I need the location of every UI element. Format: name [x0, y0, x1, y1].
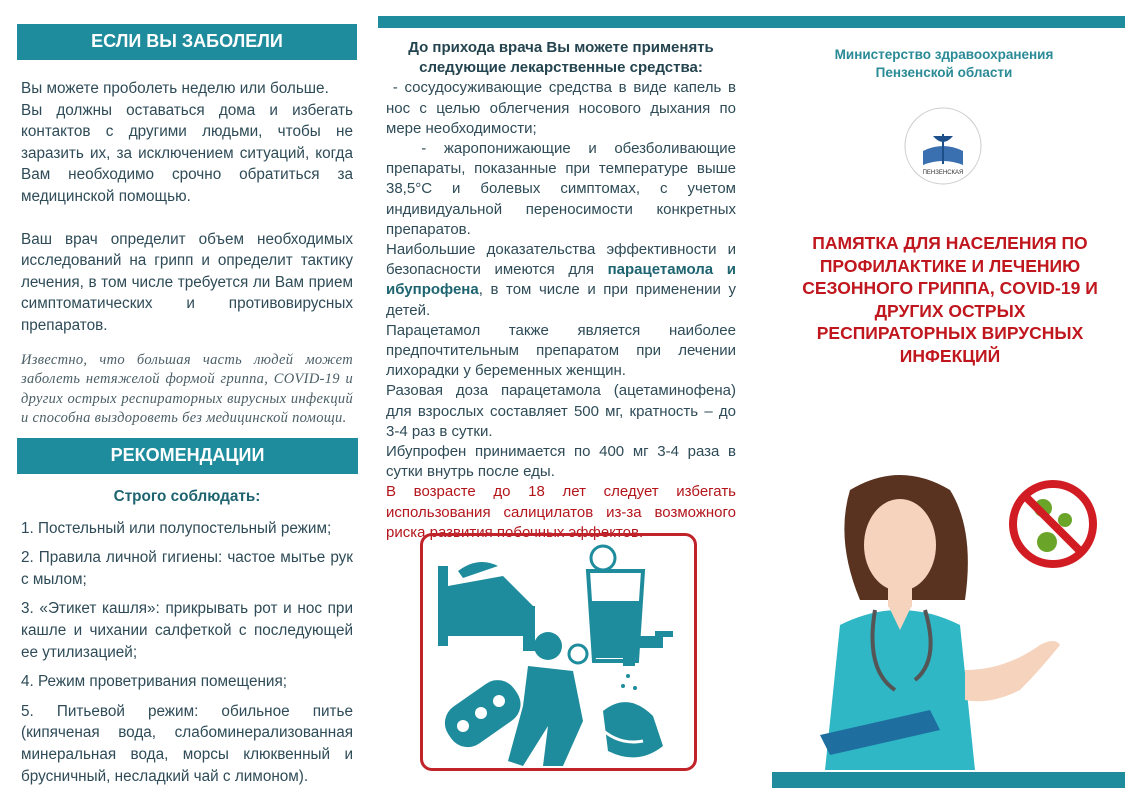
list-item: 3. «Этикет кашля»: прикрывать рот и нос при кашле и чихании салфеткой с последующей ее утилизацией; [21, 600, 353, 661]
italic-note: Известно, что большая часть людей может заболеть нетяжелой формой гриппа, COVID-19 и других острых респираторных вирусных инфекций и способна выздороветь без медицинской помощи. [21, 351, 353, 427]
nurse-illustration [800, 470, 1100, 775]
list-item: 4. Режим проветривания помещения; [21, 673, 287, 691]
paragraph: Разовая доза парацетамола (ацетаминофена) для взрослых составляет 500 мг, кратность – до 3-4 раз в сутки. [386, 382, 736, 440]
bottom-teal-bar [772, 772, 1125, 788]
ministry-name: Министерство здравоохранения Пензенской области [834, 47, 1054, 80]
bed-icon [438, 562, 535, 651]
recommendations-list [21, 486, 353, 795]
medications-title: До прихода врача Вы можете применять следующие лекарственные средства: [408, 39, 714, 77]
paragraph: - жаропонижающие и обезболивающие препараты, показанные при температуре выше 38,5°С и болевых симптомах, с учетом индивидуальной переносимости конкретных препаратов. [386, 140, 741, 238]
paragraph: Наибольшие доказательства эффективности и безопасности имеются для парацетамола и ибупрофена, в том числе и при применении у детей. [386, 241, 736, 319]
list-item: 5. Питьевой режим: обильное питье (кипяченая вода, слабоминерализованная минеральная вода, морсы клюквенный и брусничный, несладкий чай с лимоном). [21, 702, 353, 785]
svg-text:ПЕНЗЕНСКАЯ: ПЕНЗЕНСКАЯ [922, 170, 964, 176]
if-sick-text [21, 78, 353, 429]
health-center-logo [903, 106, 983, 186]
brochure-title: ПАМЯТКА ДЛЯ НАСЕЛЕНИЯ ПО ПРОФИЛАКТИКЕ И ЛЕЧЕНИЮ СЕЗОННОГО ГРИППА, COVID-19 И ДРУГИХ ОСТРЫХ РЕСПИРАТОРНЫХ ВИРУСНЫХ ИНФЕКЦИЙ [802, 233, 1098, 366]
list-item: 2. Правила личной гигиены: частое мытье рук с мылом; [21, 549, 353, 588]
top-teal-bar [378, 16, 1125, 28]
paragraph: Вы можете проболеть неделю или больше. [21, 80, 329, 97]
warning-text: В возрасте до 18 лет следует избегать использования салицилатов из-за возможного риска развития побочных эффектов. [386, 483, 736, 541]
recommendations-subtitle: Строго соблюдать: [113, 488, 261, 505]
care-icons-panel [420, 533, 697, 771]
paragraph: Парацетамол также является наиболее предпочтительным препаратом при лечении лихорадки у беременных женщин. [386, 321, 736, 380]
paragraph: - сосудосуживающие средства в виде капель в нос с целью облегчения носового дыхания по мере необходимости; [386, 79, 741, 137]
paragraph: Ваш врач определит объем необходимых исследований на грипп и определит тактику лечения, в том числе требуется ли Вам прием симптоматических и противовирусных препаратов. [21, 230, 353, 334]
paragraph: Ибупрофен принимается по 400 мг 3-4 раза в сутки внутрь после еды. [386, 443, 736, 481]
list-item: 1. Постельный или полупостельный режим; [21, 519, 332, 537]
medications-text [386, 38, 741, 543]
section-header-if-sick: ЕСЛИ ВЫ ЗАБОЛЕЛИ [17, 24, 357, 60]
section-header-recommendations: РЕКОМЕНДАЦИИ [17, 438, 358, 474]
paragraph: Вы должны оставаться дома и избегать контактов с другими людьми, чтобы не заразить их, за исключением ситуаций, когда Вам необходимо срочно обратиться за медицинской помощью. [21, 101, 353, 205]
